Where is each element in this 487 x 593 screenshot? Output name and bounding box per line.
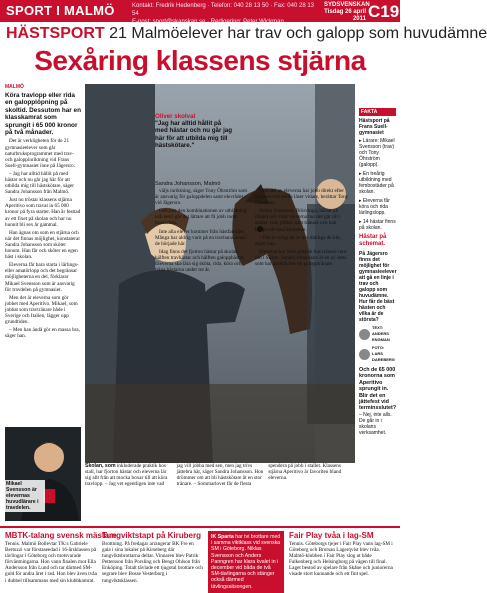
headline: Sexåring klassens stjärna bbox=[34, 45, 366, 76]
paper-info bbox=[324, 2, 370, 23]
caption-lead: Skolan, som bbox=[85, 463, 116, 469]
brief-text: har tvi brottare med i samma viktklass vid svenska SM i Göteborg. Niklas Svensson och Anders Panngren har klara kvalet in i december vid båda de två SM-tävlingarna och stänger också därmed tävlingssäsongen. bbox=[211, 534, 281, 590]
page-banner bbox=[0, 0, 400, 25]
sidebar-question-title: Hästar på schemat. bbox=[359, 234, 387, 247]
byline-photo bbox=[359, 345, 396, 363]
byline-role bbox=[372, 325, 396, 343]
sidebar-question: På Jägersro finns det möjlighet för gymnasieelever att gå en linje i trav och galopp som huvudämne. Hur får de bäst hästen och vilka är de största? bbox=[359, 251, 397, 323]
contact-info bbox=[132, 2, 322, 26]
section-title: SPORT I MALMÖ bbox=[6, 3, 115, 18]
byline-text bbox=[359, 325, 396, 343]
kicker-text: 21 Malmöelever har trav och galopp som huvudämne bbox=[109, 25, 487, 42]
paper-name: SYDSVENSKAN bbox=[324, 2, 370, 8]
fact-item: ▸ Lärare: Mikael Svensson (trav) och Tony Öhrström (galopp). bbox=[359, 138, 395, 168]
brief-kirseberg bbox=[102, 531, 203, 593]
brief-text: Brottning. På fredagar arrangerar BK Fre en gala i sina lokaler på Kirseberg där tungviktsbrottarna deltar. Vinnaren blev Patrik Pettersson från Porsling och Bengt Ohlson från Enköping. Totalt tävlade ett tjugotal brottare och segrare blev Bosse Vesterborg i tungviktsklassen. bbox=[102, 541, 203, 584]
brief-title: Fair Play tvåa i lag-SM bbox=[289, 531, 374, 540]
kicker-tag: HÄSTSPORT bbox=[6, 25, 105, 42]
brief-fair-play bbox=[289, 531, 395, 593]
fact-item: ▸ Eleverna får köra och rida lärlingslopp. bbox=[359, 198, 390, 216]
body-paragraph: – En del av eleverna har jobb direkt efter examen och andra läser vidare, berättar Tony Öhrström. bbox=[255, 188, 349, 207]
body-paragraph: Eleverna har även praktik hos tränare runt om i Skåne. Sandra Johansson är en av dem som har praktik hos en galopptränare. bbox=[255, 248, 347, 268]
fact-item: ▸ 14 hästar finns på skolan. bbox=[359, 219, 396, 231]
fact-title: Hästsport på Frans Suell-gymnasiet bbox=[359, 118, 390, 136]
paper-date: Tisdag 26 april 2011 bbox=[324, 9, 366, 22]
lead-paragraph: Köra travlopp eller rida en galopplöpning på skoltid. Dessutom har en klasskamrat som sprungit i 65 000 kronor på två månader. bbox=[5, 92, 81, 137]
photo-caption bbox=[85, 463, 355, 521]
byline-name: DAREBERG bbox=[372, 357, 395, 362]
brief-title: Tungviktstapt på Kiruberg bbox=[102, 531, 201, 540]
brief-mbtk bbox=[5, 531, 117, 593]
brief-title: IK Sparta bbox=[211, 534, 234, 540]
brief-text: Tennis. Göteborgs tjejer i Fair Play vann lag-SM i Göteborg och Brorsan Lagerqvist blev tvåa. Malmö-klubben i Fair Play slog ut både Falkenberg och Helsingborg på vägen till final. Laget bestod av spelare från Skåne och juniorerna visade stort kunnande och ett fint spel. bbox=[289, 541, 393, 578]
body-paragraph: väljs inriktning, säger Tony Öhrström som är ansvarig för galoppdelen samt elevrådet vid Jägersro. bbox=[155, 188, 248, 207]
left-column bbox=[5, 84, 81, 424]
byline-role-text: TEXT: ANDERS bbox=[372, 325, 389, 336]
body-paragraph: Idag finns det fjorton hästar på skolan, hälften travhästar och hälften galopphästar. Eleverna ska lära sig sköta, rida, köra och träna hästarna under tre år. bbox=[155, 248, 245, 274]
body-paragraph: Och just den kombinationen av utbildning och teori gör det lättare att få jobb inom branschen. bbox=[155, 208, 247, 227]
fact-sidebar bbox=[359, 108, 396, 520]
body-paragraph: – Jag har alltid hållit på med hästar och nu går jag här för att utbilda mig till hästskötare, säger Sandra Johansson från Malmö. bbox=[5, 170, 75, 196]
brief-ik-sparta bbox=[208, 531, 284, 593]
fact-item: ▸ En treårig utbildning med fembostäder på skolan. bbox=[359, 171, 394, 195]
quote-attribution: Sandra Johansson, Malmö bbox=[155, 181, 221, 187]
byline-role bbox=[372, 345, 396, 363]
byline-role-text: FOTO: LARS bbox=[372, 345, 385, 356]
brief-title: MBTK-talang svensk mästare bbox=[5, 531, 117, 540]
pull-quote-lead: Oliver skolval bbox=[155, 113, 196, 120]
byline-name: ENGMAN bbox=[372, 337, 390, 342]
page-number: C19 bbox=[368, 2, 400, 21]
contact-line: E-post: sport@skanskan.se · Redigering: Peter Wickman bbox=[132, 19, 284, 25]
body-paragraph: Men det är eleverna som gör jobbet med Aperitivo. Mikael, som jobbat som travtränare både i Sverige och Italien, lägger upp grundtiden. bbox=[5, 294, 78, 326]
body-paragraph: – Det är roligt att se hur duktiga de blir, säger han. bbox=[255, 234, 342, 247]
kicker bbox=[6, 25, 487, 43]
body-paragraph: Just nu tröstar klassens stjärna Aperitivo som travat in 65 000 kronor på fyra starter. Han är festtad av ett fixet på skolan och har nu hunnit bli sex år gammal. bbox=[5, 197, 81, 228]
news-briefs bbox=[0, 526, 400, 593]
body-paragraph: Eleverna får bara starta i lärlings- eller amatörlopp och det begränsar möjligheterna en del, förklarar Mikael Svensson som är ansvarig för travdelen på gymnasiet. bbox=[5, 262, 79, 293]
caption-text: inkluderade praktik hos stall, har fjorton hästar och eleverna lär sig allt från att mocka boxar till att köra travlopp. – Jag vet egentligen inte vad jag vill jobba med sen, men jag trivs jättebra här, säger Sandra Johansson. Hon drömmer om att bli hästskötare åt en stor tränare. – Sommarlovet får de flesta spendera på jobb i stallet. Klassens stjärna Aperitivo är favoriten bland eleverna. bbox=[85, 463, 342, 488]
body-paragraph: Stefan Svensson, Brörvinga, hälsar på ibland och visar eleverna hur det går till i stallet. Han jobbar som tränare och kan hjälpa till med kontakter. bbox=[255, 208, 341, 233]
sidebar-stat: Och de 65 000 kronorna som Aperitivo sprungit in. Blir det en jättefest vid terminsslutet? bbox=[359, 367, 397, 412]
fact-header: FAKTA bbox=[359, 108, 396, 116]
sidebar-stat-answer: – Nej, inte alls. De går in i skolans verksamhet. bbox=[359, 411, 392, 436]
avatar bbox=[359, 349, 370, 360]
mid-columns bbox=[155, 188, 350, 463]
brief-text: Tennis. Malmö Bollevtar TK:s Gabriele Bertuzzi var förstaseedad i 16-årsklassen på tävlingar i Göteborg och motsvarade förväntningarna. Hon vann finalen mot Ella Andersson från Lund och tar därmed SM-guld för andra året i rad. Hon blev även tvåa i dubbel tillsammans med sin klubbkamrat. bbox=[5, 541, 97, 584]
contact-line: Kontakt: Fredrik Hedenberg · Telefon: 040 28 13 50 · Fax: 040 28 13 54 bbox=[132, 3, 315, 17]
teacher-caption: Mikael Svensson är elevernas huvudlärare i travdelen. bbox=[5, 480, 45, 512]
body-paragraph: – Men han ändå gör en massa bra, säger han. bbox=[5, 327, 80, 340]
pull-quote bbox=[155, 113, 233, 149]
avatar bbox=[359, 329, 370, 340]
body-paragraph: Inte alla elever kommer från hästfamiljer. Många har aldrig varit på en travbana innan de började här. bbox=[155, 228, 246, 247]
body-paragraph: Han ägnas om som en stjärna och när det finnas möjlighet, konstaterar Sandra Johansson som sköter honom. Han får och sköter en egen häst i skolan. bbox=[5, 229, 81, 261]
pull-quote-text: "Jag har alltid hållit på med hästar och nu går jag här för att utbilda mig till hästskötare." bbox=[155, 120, 233, 149]
body-paragraph: Det är verkligheten för de 21 gymnasieelever som går naturbruksprogrammet med trav- och galoppinriktning vid Frans Suell-gymnasiet inne på Jägersro. bbox=[5, 138, 76, 169]
dateline: MALMÖ bbox=[5, 84, 24, 90]
